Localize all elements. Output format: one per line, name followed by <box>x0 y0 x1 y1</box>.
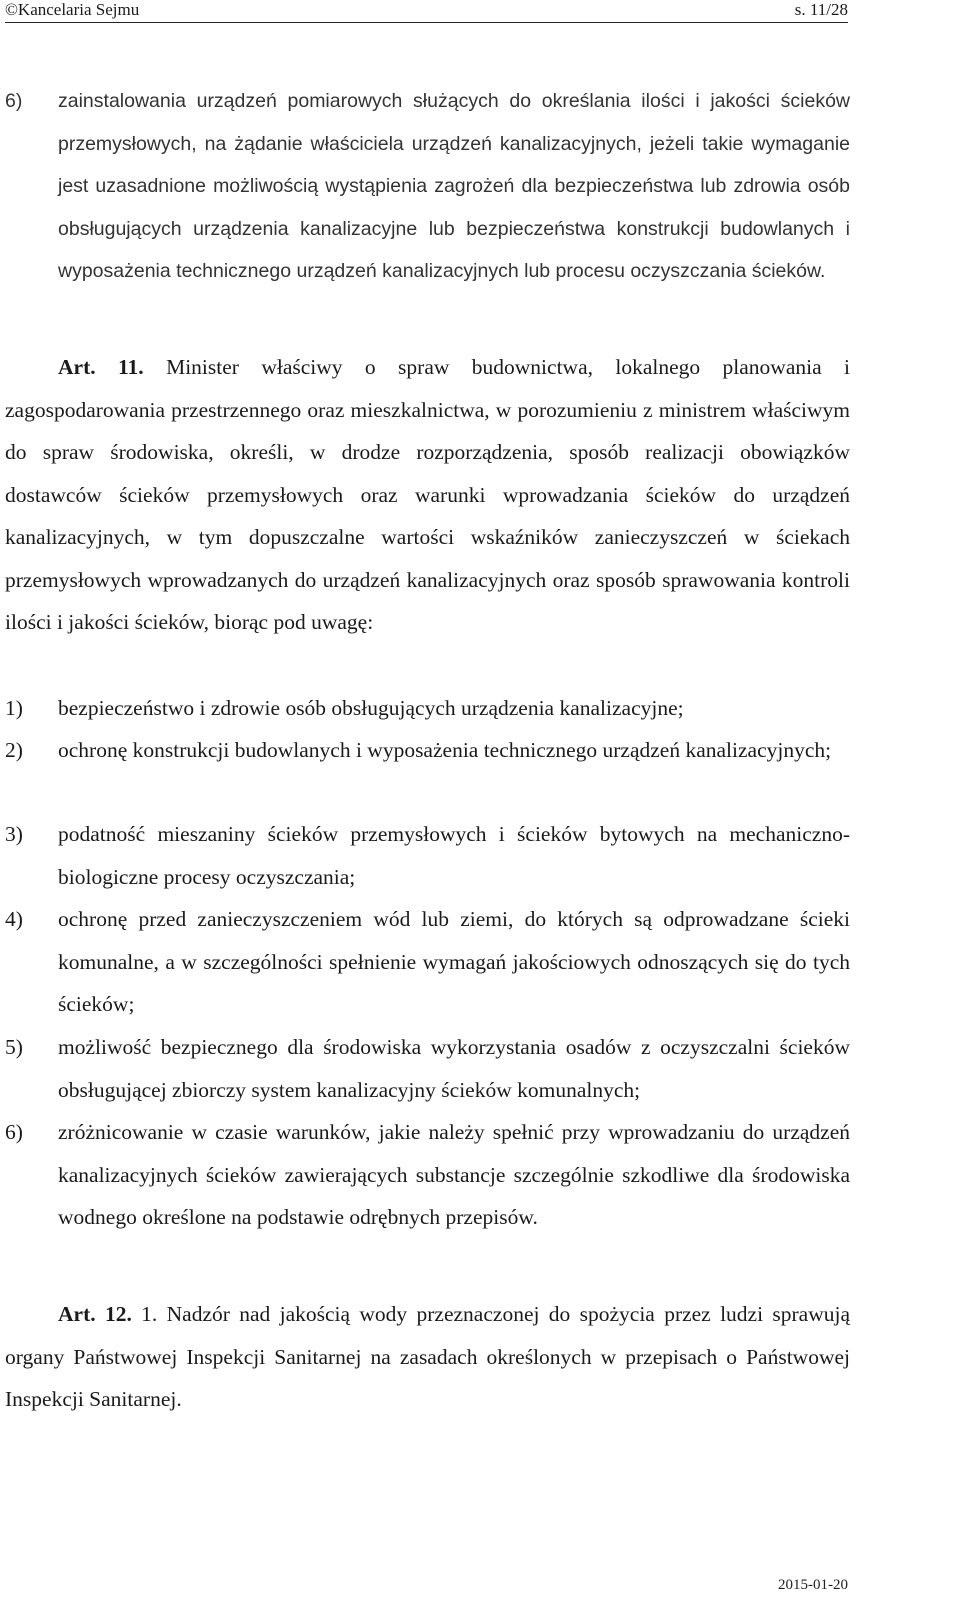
list-item-number: 5) <box>5 1035 23 1059</box>
list-item <box>5 687 850 730</box>
article-11-label: Art. 11. <box>58 355 144 379</box>
list-item-text: zróżnicowanie w czasie warunków, jakie należy spełnić przy wprowadzaniu do urządzeń kanalizacyjnych ścieków zawierających substancje szczególnie szkodliwe dla środowiska wodnego określone na podstawie odrębnych przepisów. <box>58 1120 850 1229</box>
list-item <box>5 1026 850 1111</box>
list-item-number: 1) <box>5 696 23 720</box>
list-item-text: zainstalowania urządzeń pomiarowych służących do określania ilości i jakości ścieków przemysłowych, na żądanie właściciela urządzeń kanalizacyjnych, jeżeli takie wymaganie jest uzasadnione możliwością wystąpienia zagrożeń dla bezpieczeństwa lub zdrowia osób obsługujących urządzenia kanalizacyjne lub bezpieczeństwa konstrukcji budowlanych i wyposażenia technicznego urządzeń kanalizacyjnych lub procesu oczyszczania ścieków. <box>58 90 850 282</box>
list-item-number: 2) <box>5 738 23 762</box>
list-item <box>5 813 850 898</box>
list-item-number: 6) <box>5 90 23 112</box>
list-item-text: ochronę konstrukcji budowlanych i wyposażenia technicznego urządzeń kanalizacyjnych; <box>58 738 832 762</box>
header-copyright: ©Kancelaria Sejmu <box>5 0 140 19</box>
list-item-text: podatność mieszaniny ścieków przemysłowych i ścieków bytowych na mechaniczno-biologiczne procesy oczyszczania; <box>58 822 850 889</box>
list-item-text: możliwość bezpiecznego dla środowiska wykorzystania osadów z oczyszczalni ścieków obsługującej zbiorczy system kanalizacyjny ścieków komunalnych; <box>58 1035 850 1102</box>
article-11-paragraph <box>5 346 850 644</box>
article-11-text: Minister właściwy o spraw budownictwa, lokalnego planowania i zagospodarowania przestrzennego oraz mieszkalnictwa, w porozumieniu z ministrem właściwym do spraw środowiska, określi, w drodze rozporządzenia, sposób realizacji obowiązków dostawców ścieków przemysłowych oraz warunki wprowadzania ścieków do urządzeń kanalizacyjnych, w tym dopuszczalne wartości wskaźników zanieczyszczeń w ściekach przemysłowych wprowadzanych do urządzeń kanalizacyjnych oraz sposób sprawowania kontroli ilości i jakości ścieków, biorąc pod uwagę: <box>5 355 850 634</box>
header-page-number: s. 11/28 <box>794 0 848 19</box>
page-header <box>5 0 848 23</box>
list-item-number: 3) <box>5 822 23 846</box>
article-12-text: 1. Nadzór nad jakością wody przeznaczonej do spożycia przez ludzi sprawują organy Państwowej Inspekcji Sanitarnej na zasadach określonych w przepisach o Państwowej Inspekcji Sanitarnej. <box>5 1302 851 1411</box>
page-footer-date: 2015-01-20 <box>778 1577 848 1593</box>
article-12-paragraph <box>5 1293 850 1421</box>
list-item-top-6 <box>5 80 850 293</box>
list-item-number: 6) <box>5 1120 23 1144</box>
article-12-label: Art. 12. <box>58 1302 132 1326</box>
list-item <box>5 898 850 1026</box>
list-item-text: bezpieczeństwo i zdrowie osób obsługujących urządzenia kanalizacyjne; <box>58 696 684 720</box>
list-item-text: ochronę przed zanieczyszczeniem wód lub ziemi, do których są odprowadzane ścieki komunalne, a w szczególności spełnienie wymagań jakościowych odnoszących się do tych ścieków; <box>58 907 850 1016</box>
list-item <box>5 1111 850 1239</box>
list-item-number: 4) <box>5 907 23 931</box>
list-item <box>5 729 850 772</box>
